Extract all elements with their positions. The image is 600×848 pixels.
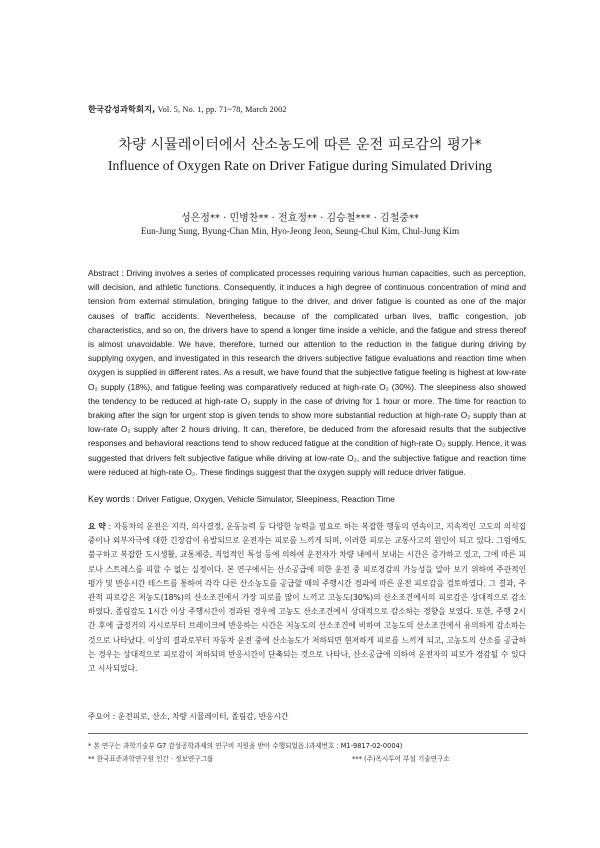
abstract-section: Abstract : Driving involves a series of complicated processes requiring various human capacities, such as perception, will decision, and athletic functions. Consequently, it induces a high degree of continuous concentration of mind and tension from external stimulation, bringing fatigue to the driver, and driver fatigue is counted as one of the major causes of traffic accidents. Nevertheless, because of the complicated urban lives, traffic congestion, job characteristics, and so on, the drivers have to spend a longer time inside a vehicle, and the fatigue and stress thereof is almost unavoidable. We have, therefore, turned our attention to the reduction in the fatigue during driving by supplying oxygen, and investigated in this research the drivers subjective fatigue evaluations and reaction time when oxygen is supplied in different rates. As a result, we have found that the subjective fatigue feeling is highest at low-rate O₂ supply (18%), and fatigue feeling was comparatively reduced at high-rate O₂ (30%). The sleepiness also showed the tendency to be reduced at high-rate O₂ supply in the case of driving for 1 hour or more. The time for reaction to braking after the sign for urgent stop is given tends to show more substantial reduction at high-rate O₂ supply than at low-rate O₂ supply after 2 hours driving. It can, therefore, be deduced from the aforesaid results that the subjective responses and behavioral reactions tend to show reduced fatigue at the condition of high-rate O₂ supply. Hence, it was suggested that drivers felt subjective fatigue while driving at low-rate O₂, and the subjective fatigue and reaction time were reduced at high-rate O₂. These findings suggest that the oxygen supply will reduce driver fatigue.: [88, 268, 526, 477]
footnote-funding: * 본 연구는 과학기술부 G7 감성공학과제의 연구비 지원을 받아 수행되었음.(과제번호 : M1-9817-02-0004): [88, 742, 403, 750]
journal-citation: [88, 104, 287, 115]
keywords-label: Key words: [88, 494, 131, 504]
keywords-section: Key words : Driver Fatigue, Oxygen, Vehicle Simulator, Sleepiness, Reaction Time: [88, 494, 395, 504]
journal-volume-info: Vol. 5, No. 1, pp. 71~78, March 2002: [157, 105, 287, 114]
korean-keywords-text: 운전피로, 산소, 차량 시뮬레이터, 졸림감, 반응시간: [117, 712, 289, 721]
abstract-text: Driving involves a series of complicated processes requiring various human capacities, such as perception, will decision, and athletic functions. Consequently, it induces a high degree of continuous concentration of mind and tension from external stimulation, bringing fatigue to the driver, and driver fatigue is counted as one of the major causes of traffic accidents. Nevertheless, because of the complicated urban lives, traffic congestion, job characteristics, and so on, the drivers have to spend a longer time inside a vehicle, and the fatigue and stress thereof is almost unavoidable. We have, therefore, turned our attention to the reduction in the fatigue during driving by supplying oxygen, and investigated in this research the drivers subjective fatigue evaluations and reaction time when oxygen is supplied in different rates. As a result, we have found that the subjective fatigue feeling is highest at low-rate O₂ supply (18%), and fatigue feeling was comparatively reduced at high-rate O₂ (30%). The sleepiness also showed the tendency to be reduced at high-rate O₂ supply in the case of driving for 1 hour or more. The time for reaction to braking after the sign for urgent stop is given tends to show more substantial reduction at high-rate O₂ supply than at low-rate O₂ supply after 2 hours driving. It can, therefore, be deduced from the aforesaid results that the subjective responses and behavioral reactions tend to show reduced fatigue at the condition of high-rate O₂ supply. Hence, it was suggested that drivers felt subjective fatigue while driving at low-rate O₂, and the subjective fatigue and reaction time were reduced at high-rate O₂. These findings suggest that the oxygen supply will reduce driver fatigue.: [88, 268, 526, 477]
korean-abstract-section: 요 약 : 자동차의 운전은 지각, 의사결정, 운동능력 등 다양한 능력을 필요로 하는 복잡한 행동의 연속이고, 지속적인 고도의 의식집중이나 외부자극에 대한 긴장감이 유발되므로 운전자는 피로를 느끼게 되며, 이러한 피로는 교통사고의 원인이 되고 있다. 그럼에도 불구하고 복잡한 도시생활, 교통체증, 직업적인 특성 등에 의하여 운전자가 차량 내에서 보내는 시간은 증가하고 있고, 그에 따른 피로나 스트레스를 피할 수 없는 실정이다. 본 연구에서는 산소공급에 의한 운전 중 피로경감의 가능성을 알아 보기 위하여 주관적인 평가 및 반응시간 테스트를 통하여 각각 다른 산소농도를 공급할 때의 주행시간 경과에 따른 운전 피로감을 검토하였다. 그 결과, 주관적 피로감은 저농도(18%)의 산소조건에서 가장 피로를 많이 느끼고 고농도(30%)의 산소조건에서의 피로감은 상대적으로 감소하였다. 졸림감도 1시간 이상 주행시간이 경과된 경우에 고농도 산소조건에서 상대적으로 감소하는 경향을 보였다. 또한, 주행 2시간 후에 급정거의 지시로부터 브레이크에 반응하는 시간은 저농도의 산소조건에 비하여 고농도의 산소조건에서 유의하게 감소하는 것으로 나타났다. 이상의 결과로부터 자동차 운전 중에 산소농도가 저하되면 현저하게 피로를 느끼게 되고, 고농도의 산소를 공급하는 경우는 상대적으로 피로감이 저하되며 반응시간이 단축되는 것으로 나타나, 산소공급에 의하여 운전자의 피로가 경감될 수 있다고 시사되었다.: [88, 522, 527, 674]
footnote-affiliation-kriss: ** 한국표준과학연구원 인간 · 정보연구그룹: [88, 755, 214, 763]
footnote-divider: [88, 733, 528, 734]
abstract-label: Abstract: [88, 268, 119, 278]
journal-name: 한국감성과학회지,: [88, 104, 156, 114]
authors-korean: 성은정** · 민병찬** · 전효정** · 김승철*** · 김철중**: [180, 213, 420, 224]
authors-english: Eun-Jung Sung, Byung-Chan Min, Hyo-Jeong Jeon, Seung-Chul Kim, Chul-Jung Kim: [140, 226, 460, 236]
paper-title-korean: 차량 시뮬레이터에서 산소농도에 따른 운전 피로감의 평가*: [118, 137, 482, 153]
korean-keywords-section: [88, 711, 528, 722]
paper-title-english: Influence of Oxygen Rate on Driver Fatigue during Simulated Driving: [108, 158, 492, 173]
korean-abstract-text: 자동차의 운전은 지각, 의사결정, 운동능력 등 다양한 능력을 필요로 하는 복잡한 행동의 연속이고, 지속적인 고도의 의식집중이나 외부자극에 대한 긴장감이 유발되므로 운전자는 피로를 느끼게 되며, 이러한 피로는 교통사고의 원인이 되고 있다. 그럼에도 불구하고 복잡한 도시생활, 교통체증, 직업적인 특성 등에 의하여 운전자가 차량 내에서 보내는 시간은 증가하고 있고, 그에 따른 피로나 스트레스를 피할 수 없는 실정이다. 본 연구에서는 산소공급에 의한 운전 중 피로경감의 가능성을 알아 보기 위하여 주관적인 평가 및 반응시간 테스트를 통하여 각각 다른 산소농도를 공급할 때의 주행시간 경과에 따른 운전 피로감을 검토하였다. 그 결과, 주관적 피로감은 저농도(18%)의 산소조건에서 가장 피로를 많이 느끼고 고농도(30%)의 산소조건에서의 피로감은 상대적으로 감소하였다. 졸림감도 1시간 이상 주행시간이 경과된 경우에 고농도 산소조건에서 상대적으로 감소하는 경향을 보였다. 또한, 주행 2시간 후에 급정거의 지시로부터 브레이크에 반응하는 시간은 저농도의 산소조건에 비하여 고농도의 산소조건에서 유의하게 감소하는 것으로 나타났다. 이상의 결과로부터 자동차 운전 중에 산소농도가 저하되면 현저하게 피로를 느끼게 되고, 고농도의 산소를 공급하는 경우는 상대적으로 피로감이 저하되며 반응시간이 단축되는 것으로 나타나, 산소공급에 의하여 운전자의 피로가 경감될 수 있다고 시사되었다.: [88, 522, 527, 674]
korean-keywords-label: 주요어 :: [88, 712, 116, 721]
keywords-text: Driver Fatigue, Oxygen, Vehicle Simulator, Sleepiness, Reaction Time: [137, 494, 395, 504]
korean-abstract-label: 요 약: [88, 522, 106, 531]
footnote-affiliation-oxytour: *** (주)옥시투어 부설 기술연구소: [352, 755, 450, 763]
